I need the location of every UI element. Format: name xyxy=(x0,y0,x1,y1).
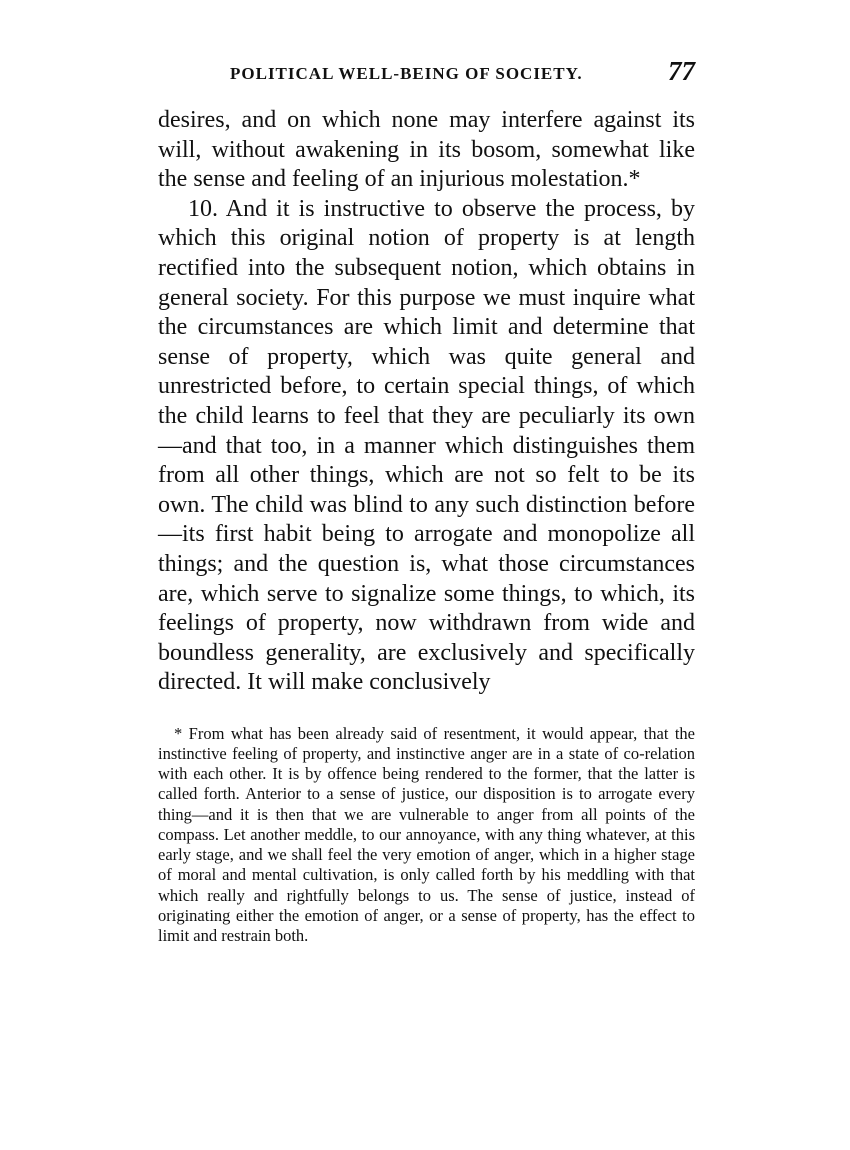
paragraph-10: 10. And it is instructive to observe the process, by which this original notion of property is at length rectified into the subsequent notion, which obtains in general society. For this purpose we must inquire what the circumstances are which limit and determine that sense of property, which was quite general and unrestricted before, to certain special things, of which the child learns to feel that they are peculiarly its own—and that too, in a manner which distinguishes them from all other things, which are not so felt to be its own. The child was blind to any such distinction before —its first habit being to arrogate and monopolize all things; and the question is, what those circumstances are, which serve to signalize some things, to which, its feelings of property, now withdrawn from wide and boundless generality, are exclusively and specifically directed. It will make conclusively xyxy=(158,195,695,696)
book-page xyxy=(158,58,695,946)
running-title: POLITICAL WELL-BEING OF SOCIETY. xyxy=(230,64,583,83)
running-header xyxy=(158,58,695,90)
paragraph-continuation: desires, and on which none may interfere against its will, without awakening in its bosom, somewhat like the sense and feeling of an injurious molestation.* xyxy=(158,107,695,193)
body-text xyxy=(158,106,695,698)
footnote-text: * From what has been already said of resentment, it would appear, that the instinctive feeling of property, and instinctive anger are in a state of co-relation with each other. It is by offence being rendered to the former, that the latter is called forth. Anterior to a sense of justice, our disposition is to arrogate every thing—and it is then that we are vulnerable to anger from all points of the compass. Let another meddle, to our annoyance, with any thing whatever, at this early stage, and we shall feel the very emotion of anger, which in a higher stage of moral and mental cultivation, is only called forth by his meddling with that which really and rightfully belongs to us. The sense of justice, instead of originating either the emotion of anger, or a sense of property, has the effect to limit and restrain both. xyxy=(158,723,695,945)
footnote xyxy=(158,724,695,946)
page-number: 77 xyxy=(668,56,695,86)
